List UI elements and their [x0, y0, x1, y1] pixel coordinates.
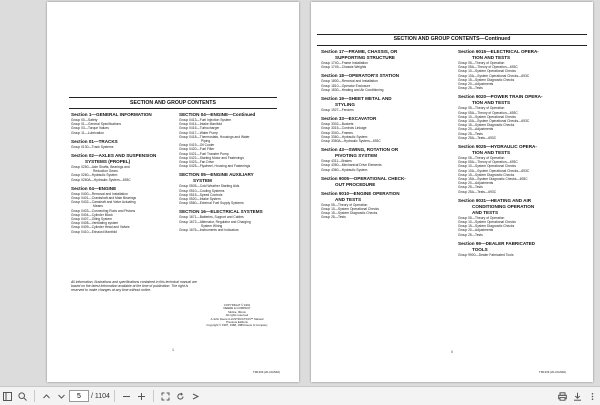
- section-heading: Section 1—GENERAL INFORMATION: [71, 112, 152, 117]
- toc-section: [71, 139, 176, 149]
- group-entry: Group 0410—Exhaust Manifold: [71, 229, 118, 234]
- section-heading: Section 99—DEALER FABRICATED: [458, 240, 535, 246]
- group-entry: Group 0408—Ventilating system: [71, 221, 119, 226]
- fullscreen-icon[interactable]: [159, 390, 172, 403]
- group-entry: Means: [93, 204, 103, 209]
- group-entry: Group 0417—Water Pump: [179, 130, 218, 135]
- section-heading: TOOLS: [472, 246, 488, 252]
- zoom-out-icon[interactable]: [120, 390, 133, 403]
- toc-section: [71, 153, 176, 182]
- group-entry: Group 1830—Heating and Air Conditioning: [321, 87, 384, 92]
- group-entry: Group 00—Safety: [71, 118, 98, 122]
- group-entry: Group 10—System Operational Checks: [458, 220, 516, 225]
- notice-line: All information, illustrations and specifications contained in this technical manual are: [71, 280, 197, 284]
- section-heading: Section 9015—ELECTRICAL OPERA-: [458, 49, 539, 54]
- section-heading: Section 9020—POWER TRAIN OPERA-: [458, 94, 543, 100]
- group-entry: Group 15—System Diagnostic Checks: [458, 123, 515, 128]
- group-entry: Group 11—Lubrication: [71, 130, 104, 135]
- section-heading: PIVOTING SYSTEM: [335, 153, 378, 159]
- group-entry: Group 0422—Starting Motor and Fastenings: [179, 155, 244, 160]
- group-entry: Group 20—Adjustments: [458, 127, 494, 132]
- group-entry: Group 05—Theory of Operation: [458, 156, 505, 161]
- group-entry: Group 0423—Fan Drive: [179, 160, 215, 165]
- toc-section: [458, 94, 588, 140]
- group-entry: Group 25—Tests: [458, 185, 483, 190]
- group-entry: Group 25A—Tests—693C: [458, 189, 497, 194]
- group-entry: Group 15—System Diagnostic Checks: [321, 211, 378, 216]
- page-footer: TM1339 (20-3JAN94): [253, 370, 280, 374]
- group-entry: Group 3360—Hydraulic System: [321, 134, 368, 139]
- group-entry: Group 0403—Connecting Rods and Pistons: [71, 208, 136, 213]
- group-entry: Group 0260A—Hydraulic System—693C: [71, 177, 131, 182]
- group-entry: Group 20—Adjustments: [458, 181, 494, 186]
- group-entry: Group 05—Theory of Operation: [458, 106, 505, 111]
- section-heading: AND TESTS: [335, 196, 362, 202]
- title-rule-top: [317, 34, 587, 35]
- copyright-line: DEERE & COMPANY: [223, 306, 251, 311]
- sidebar-icon[interactable]: [1, 390, 14, 403]
- section-heading: STYLING: [335, 102, 355, 108]
- group-entry: Group 0418—Thermostats, Housings and Water: [179, 134, 250, 139]
- group-entry: Group 0414—Intake Manifold: [179, 122, 223, 127]
- group-entry: Group 15—System Diagnostic Checks: [458, 77, 515, 82]
- print-icon[interactable]: [556, 390, 569, 403]
- group-entry: Group 0407—Oiling System: [71, 217, 113, 222]
- group-entry: Group 20—Adjustments: [458, 228, 494, 233]
- group-entry: Group 0420—Fuel Filter: [179, 147, 215, 152]
- group-entry: Group 0515—Speed Controls: [179, 192, 223, 197]
- group-entry: Reduction Gears: [93, 169, 118, 174]
- group-entry: Group 0260—Hydraulic System: [71, 173, 118, 178]
- group-entry: Group 25—Tests: [458, 86, 483, 91]
- group-entry: Group 0402—Camshaft and Valve Actuating: [71, 200, 136, 205]
- group-entry: Group 25—Tests: [458, 232, 483, 237]
- group-entry: Group 1672—Alternator, Regulator and Charging: [179, 219, 251, 224]
- page-down-icon[interactable]: [55, 390, 68, 403]
- group-entry: Piping: [201, 139, 211, 144]
- title-rule-bottom: [317, 45, 587, 46]
- page-number-input[interactable]: [69, 390, 89, 402]
- left-column-2: [179, 112, 294, 236]
- group-entry: Group 0419—Oil Cooler: [179, 143, 215, 148]
- group-entry: Group 0409—Cylinder Head and Valves: [71, 225, 130, 230]
- group-entry: Group 10A—System Operational Checks—693C: [458, 168, 530, 173]
- group-entry: Group 0425—Flywheel, Housing and Fastenings: [179, 164, 251, 169]
- group-entry: Group 0520—Intake System: [179, 197, 221, 202]
- group-entry: Group 10—System Operational Checks: [458, 69, 516, 74]
- section-heading: Section 33—EXCAVATOR: [321, 116, 377, 122]
- more-icon[interactable]: [586, 390, 599, 403]
- section-heading: Section 02—AXLES AND SUSPENSION: [71, 153, 157, 159]
- section-heading: Section 04—ENGINE: [71, 185, 117, 191]
- group-entry: Group 10A—System Operational Checks—693C: [458, 119, 530, 124]
- right-column-2: [458, 49, 588, 261]
- group-entry: Group 10A—System Operational Checks—693C: [458, 73, 530, 78]
- group-entry: Group 0415—Turbocharger: [179, 126, 220, 131]
- right-column-1: [321, 49, 451, 224]
- section-heading: Section 43—SWING, ROTATION OR: [321, 147, 399, 153]
- toc-section: [179, 209, 294, 232]
- section-heading: SECTION 05—ENGINE AUXILIARY: [179, 172, 254, 178]
- section-heading: Section 18—OPERATOR'S STATION: [321, 73, 400, 79]
- section-heading: SYSTEM: [193, 178, 212, 184]
- group-entry: Group 1749—Chassis Weights: [321, 65, 367, 70]
- section-heading: SUPPORTING STRUCTURE: [335, 55, 395, 60]
- download-icon[interactable]: [571, 390, 584, 403]
- group-entry: Group 03—Torque Values: [71, 126, 109, 131]
- group-entry: Group 0505—Cold Weather Starting Aids: [179, 184, 240, 189]
- group-entry: Group 3340—Frames: [321, 130, 353, 135]
- section-heading: TION AND TESTS: [472, 55, 511, 60]
- copyright-line: Moline, Illinois: [228, 309, 246, 314]
- group-entry: Group 25A—Tests—693C: [458, 135, 497, 140]
- toc-section: [321, 73, 451, 92]
- notice-line: reserved to make changes at any time without notice.: [71, 288, 152, 293]
- group-entry: System Wiring: [201, 223, 223, 228]
- page-number: 1: [172, 348, 174, 352]
- separator: [153, 390, 154, 402]
- separator: [34, 390, 35, 402]
- group-entry: Group 01—General Specifications: [71, 122, 122, 127]
- group-entry: Group 05A—Theory of Operation—693C: [458, 110, 518, 115]
- group-entry: Group 4350—Mechanical Drive Elements: [321, 163, 382, 168]
- page-total: / 1104: [91, 392, 110, 400]
- copyright-line: Copyright © 1987, 1988, 1989 Deere & Company: [206, 323, 268, 328]
- toc-section: [179, 172, 294, 205]
- page-up-icon[interactable]: [40, 390, 53, 403]
- toc-section: [179, 112, 294, 168]
- group-entry: Group 15A—System Diagnostic Checks—693C: [458, 177, 528, 182]
- group-entry: Group 1927—Fenders: [321, 108, 354, 113]
- separator: [114, 390, 115, 402]
- copyright-line: All rights reserved: [225, 313, 249, 318]
- toc-section: [321, 176, 451, 187]
- section-heading: OUT PROCEDURE: [335, 181, 376, 187]
- right-page: [311, 2, 593, 382]
- group-entry: Group 05—Theory of Operation: [458, 61, 505, 65]
- toc-section: [321, 191, 451, 220]
- group-entry: Group 3315—Controls Linkage: [321, 126, 367, 131]
- group-entry: Group 9900—Dealer Fabricated Tools: [458, 252, 514, 257]
- toc-section: [458, 49, 588, 90]
- toc-section: [71, 112, 176, 135]
- page-footer: TM1339 (20-3JAN94): [539, 370, 566, 374]
- group-entry: Group 0413—Fuel Injection System: [179, 118, 232, 122]
- notice-text: [71, 280, 286, 293]
- page-number: ii: [451, 350, 453, 354]
- section-heading: Section 9025—HYDRAULIC OPERA-: [458, 144, 537, 150]
- group-entry: Group 0130—Track Systems: [71, 144, 114, 149]
- tools-icon[interactable]: [189, 390, 202, 403]
- group-entry: Group 25—Tests: [458, 131, 483, 136]
- group-entry: Group 0421—Fuel Transfer Pump: [179, 151, 229, 156]
- group-entry: Group 0250—Axle Shafts, Bearings and: [71, 165, 130, 170]
- section-heading: Section 9005—OPERATIONAL CHECK-: [321, 175, 406, 181]
- toc-section: [321, 96, 451, 112]
- rotate-icon[interactable]: [174, 390, 187, 403]
- group-entry: Group 0510—Cooling Systems: [179, 188, 225, 193]
- toc-section: [321, 116, 451, 143]
- group-entry: Group 1671—Batteries, Support and Cables: [179, 215, 244, 220]
- copyright-line: A John Deere ILLUSTRUCTION™ Manual: [210, 316, 264, 321]
- copyright-line: COPYRIGHT © 1991: [223, 303, 251, 307]
- group-entry: Group 15—System Diagnostic Checks: [458, 224, 515, 229]
- page-title: SECTION AND GROUP CONTENTS: [130, 100, 216, 106]
- section-heading: SYSTEMS (PROPEL): [85, 159, 131, 165]
- toc-section: [458, 241, 588, 257]
- section-heading: CONDITIONING OPERATION: [472, 203, 535, 209]
- section-heading: AND TESTS: [472, 209, 499, 215]
- section-heading: TION AND TESTS: [472, 150, 511, 156]
- toc-section: [321, 49, 451, 69]
- copyright-line: Previous Editions: [226, 320, 248, 325]
- section-heading: SECTION 04—ENGINE—Continued: [179, 112, 256, 117]
- section-heading: Section 9031—HEATING AND AIR: [458, 197, 532, 203]
- group-entry: Group 1676—Instruments and Indicators: [179, 228, 239, 233]
- toc-section: [458, 198, 588, 237]
- group-entry: Group 3360A—Hydraulic System—693C: [321, 139, 381, 144]
- section-heading: Section 9010—ENGINE OPERATION: [321, 190, 400, 196]
- toc-section: [71, 186, 176, 234]
- group-entry: Group 05A—Theory of Operation—693C: [458, 65, 518, 70]
- group-entry: Group 0560—External Fuel Supply Systems: [179, 201, 244, 206]
- group-entry: Group 0401—Crankshaft and Main Bearings: [71, 196, 137, 201]
- group-entry: Group 1740—Frame Installation: [321, 61, 368, 65]
- group-entry: Group 1800—Removal and Installation: [321, 79, 378, 84]
- toc-section: [321, 147, 451, 172]
- group-entry: Group 15—System Diagnostic Checks: [458, 172, 515, 177]
- section-heading: TION AND TESTS: [472, 100, 511, 106]
- left-page: [47, 2, 299, 382]
- section-heading: Section 19—SHEET METAL AND: [321, 96, 392, 102]
- zoom-in-icon[interactable]: [135, 390, 148, 403]
- title-rule-top: [69, 97, 277, 98]
- group-entry: Group 25—Tests: [321, 215, 346, 220]
- group-entry: Group 05A—Theory of Operation—693C: [458, 160, 518, 165]
- search-icon[interactable]: [16, 390, 29, 403]
- group-entry: Group 0400—Removal and Installation: [71, 191, 128, 196]
- group-entry: Group 10—System Operational Checks: [321, 207, 379, 212]
- group-entry: Group 0404—Cylinder Block: [71, 212, 113, 217]
- section-heading: Section 01—TRACKS: [71, 138, 118, 144]
- group-entry: Group 05—Theory of Operation: [321, 202, 368, 207]
- group-entry: Group 10—System Operational Checks: [458, 114, 516, 119]
- group-entry: Group 4360—Hydraulic System: [321, 167, 368, 172]
- group-entry: Group 1810—Operator Enclosure: [321, 83, 371, 88]
- group-entry: Group 4311—Brakes: [321, 159, 352, 164]
- page-title: SECTION AND GROUP CONTENTS—Continued: [393, 36, 511, 42]
- group-entry: Group 10—System Operational Checks: [458, 164, 516, 169]
- group-entry: Group 20—Adjustments: [458, 82, 494, 87]
- toc-section: [458, 144, 588, 194]
- title-rule-bottom: [69, 108, 277, 109]
- section-heading: SECTION 16—ELECTRICAL SYSTEMS: [179, 209, 263, 215]
- group-entry: Group 05—Theory of Operation: [458, 215, 505, 220]
- notice-line: based on the latest information available at the time of publication. The right is: [71, 284, 189, 289]
- left-column-1: [71, 112, 176, 238]
- viewer-toolbar: [0, 386, 600, 405]
- section-heading: Section 17—FRAME, CHASSIS, OR: [321, 49, 398, 54]
- copyright-block: [197, 304, 277, 328]
- group-entry: Group 3302—Buckets: [321, 122, 354, 127]
